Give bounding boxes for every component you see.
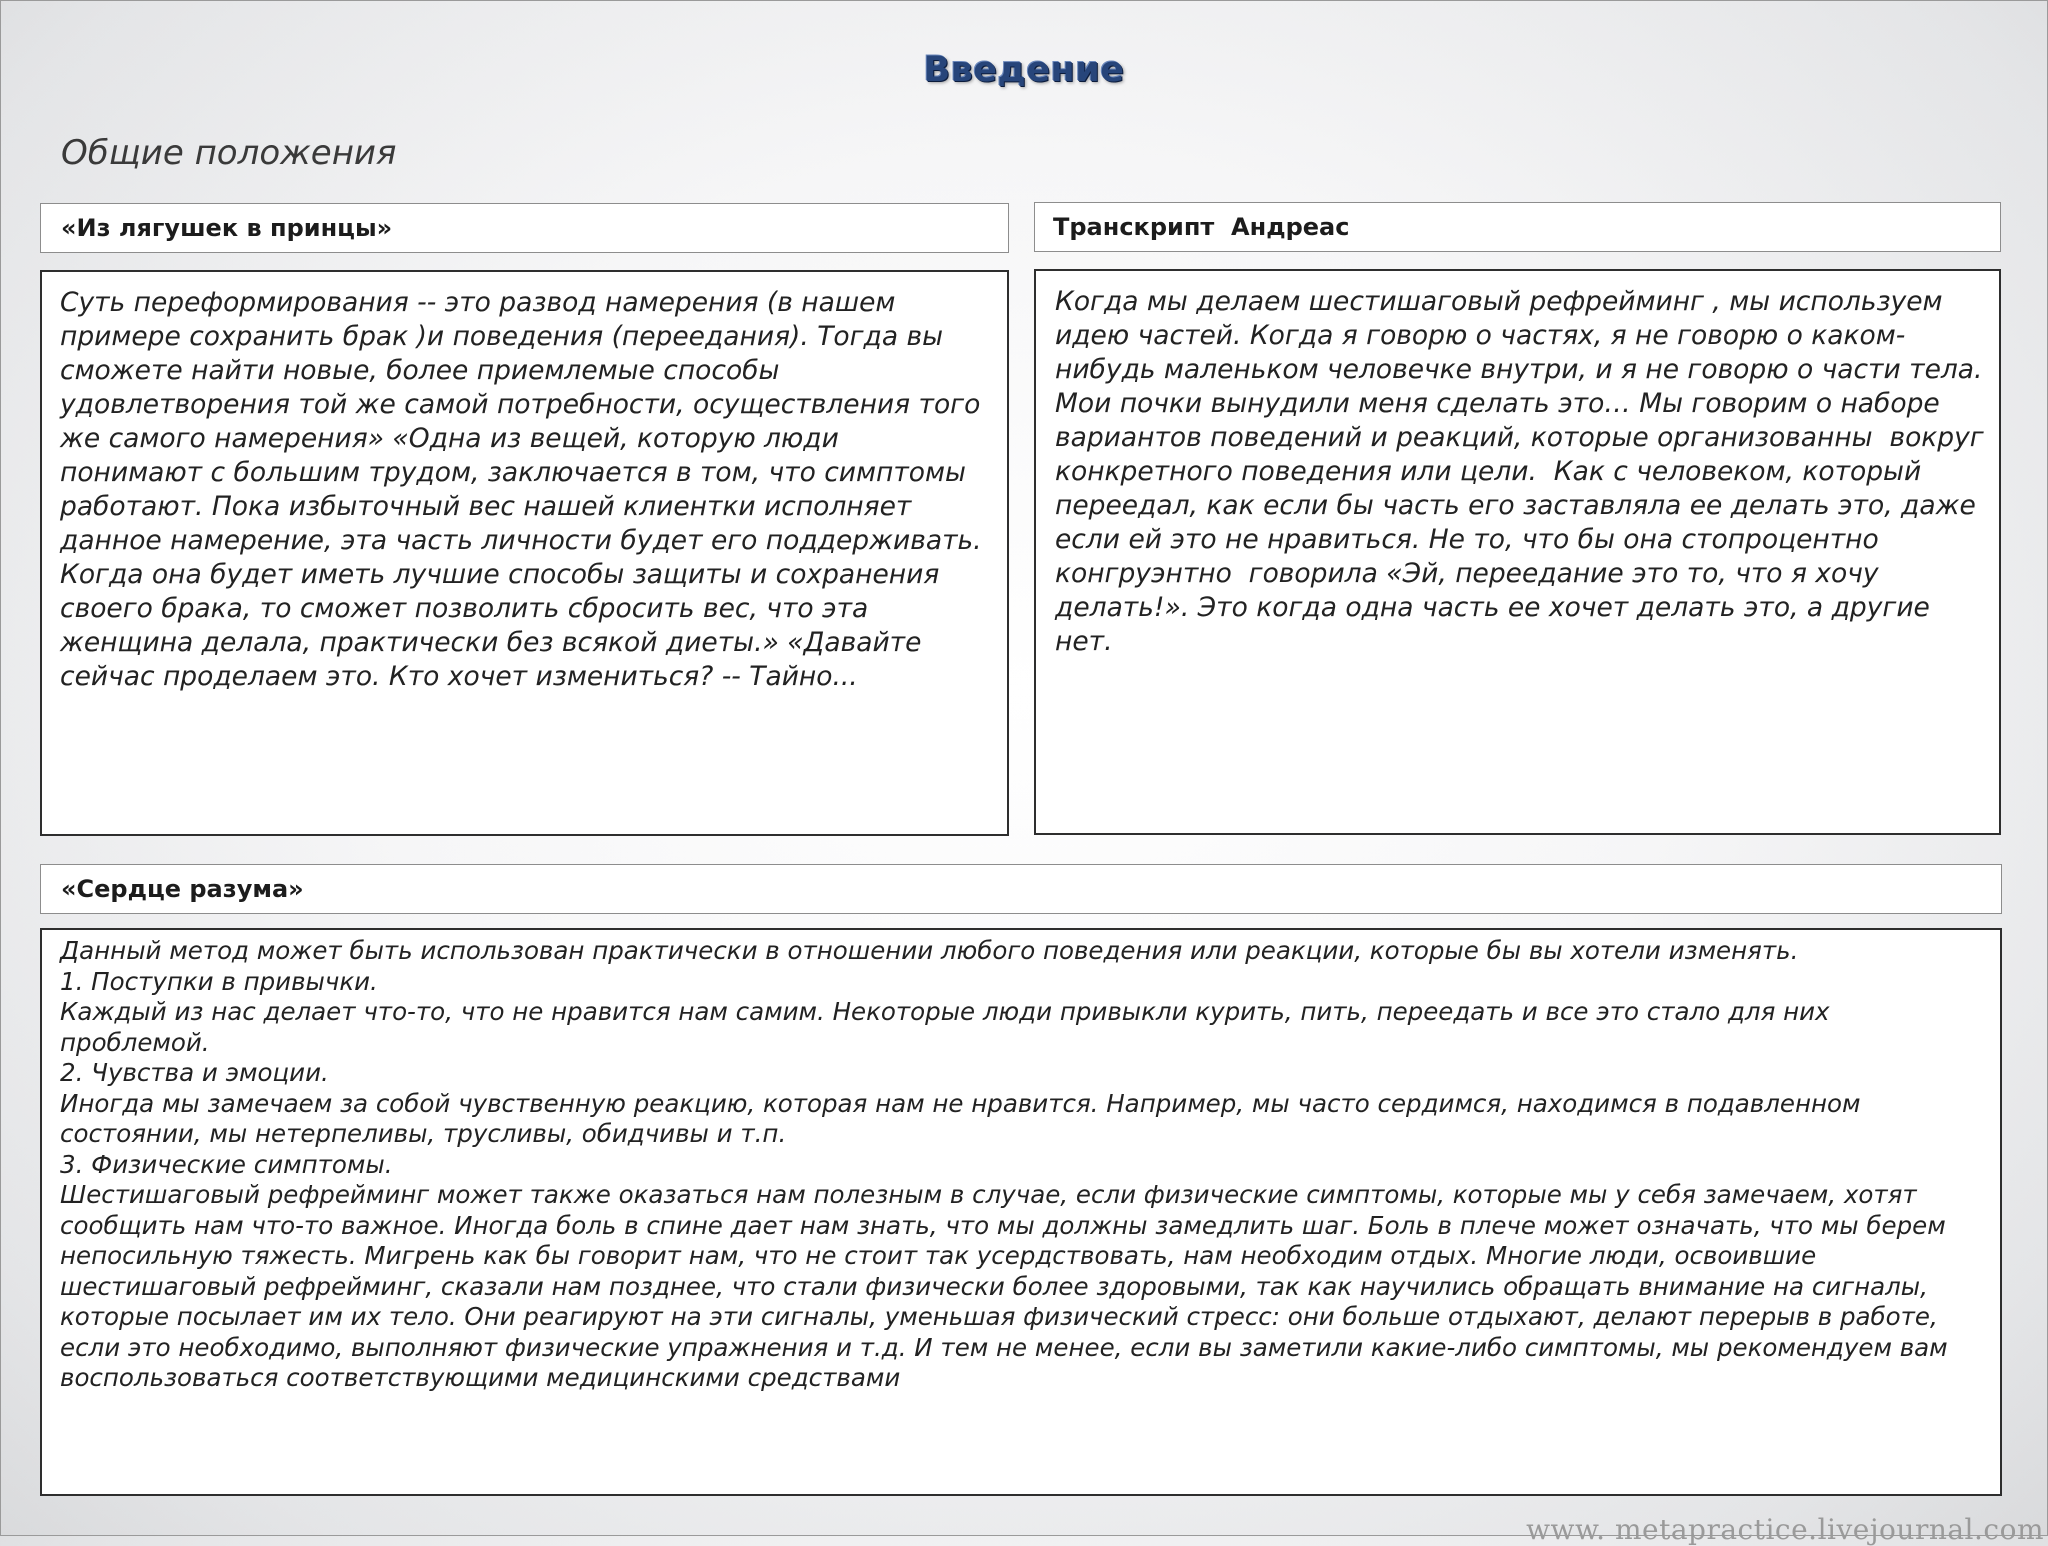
right-panel-header-label: Транскрипт Андреас <box>1053 213 1350 241</box>
bottom-panel-header-label: «Сердце разума» <box>61 875 304 903</box>
bottom-panel-header <box>40 864 2002 914</box>
bottom-panel-line-habits-text: Каждый из нас делает что-то, что не нравится нам самим. Некоторые люди привыкли курить, пить, переедать и все это стало для них проблемой. <box>60 997 1830 1057</box>
bottom-panel-line-intro: Данный метод может быть использован практически в отношении любого поведения или реакции, которые бы вы хотели изменять. <box>60 936 1799 965</box>
slide-title: Введение <box>923 50 1125 90</box>
footer-watermark: www. metapractice.livejournal.com <box>1526 1513 2044 1546</box>
right-panel-text: Когда мы делаем шестишаговый рефрейминг , мы используем идею частей. Когда я говорю о частях, я не говорю о каком-нибудь маленьком человечке внутри, и я не говорю о части тела. Мои почки вынудили меня сделать это… Мы говорим о наборе вариантов поведений и реакций, которые организованны вокруг конкретного поведения или цели. Как с человеком, который переедал, как если бы часть его заставляла ее делать это, даже если ей это не нравиться. Не то, что бы она стопроцентно конгруэнтно говорила «Эй, переедание это то, что я хочу делать!». Это когда одна часть ее хочет делать это, а другие нет. <box>1055 286 2001 657</box>
right-panel-text-box <box>1034 269 2001 835</box>
bottom-panel-line-symptoms-text: Шестишаговый рефрейминг может также оказаться нам полезным в случае, если физические симптомы, которые мы у себя замечаем, хотят сообщить нам что-то важное. Иногда боль в спине дает нам знать, что мы должны замедлить шаг. Боль в плече может означать, что мы берем непосильную тяжесть. Мигрень как бы говорит нам, что не стоит так усердствовать, нам необходим отдых. Многие люди, освоившие шестишаговый рефрейминг, сказали нам позднее, что стали физически более здоровыми, так как научились обращать внимание на сигналы, которые посылает им их тело. Они реагируют на эти сигналы, уменьшая физический стресс: они больше отдыхают, делают перерыв в работе, если это необходимо, выполняют физические упражнения и т.д. И тем не менее, если вы заметили какие-либо симптомы, мы рекомендуем вам воспользоваться соответствующими медицинскими средствами <box>60 1180 1948 1392</box>
left-panel-header <box>40 203 1009 253</box>
bottom-panel-line-feelings-heading: 2. Чувства и эмоции. <box>60 1058 329 1087</box>
right-panel-header <box>1034 202 2001 252</box>
bottom-panel-line-habits-heading: 1. Поступки в привычки. <box>60 966 378 996</box>
bottom-panel-text-box <box>40 928 2002 1496</box>
bottom-panel-line-feelings-text: Иногда мы замечаем за собой чувственную реакцию, которая нам не нравится. Например, мы часто сердимся, находимся в подавленном состоянии, мы нетерпеливы, трусливы, обидчивы и т.п. <box>60 1088 1861 1148</box>
left-panel-header-label: «Из лягушек в принцы» <box>61 214 393 242</box>
left-panel-text-box <box>40 270 1033 836</box>
left-panel-text: Суть переформирования -- это развод намерения (в нашем примере сохранить брак )и поведения (переедания). Тогда вы сможете найти новые, более приемлемые способы удовлетворения той же самой потребности, осуществления того же самого намерения» «Одна из вещей, которую люди понимают с большим трудом, заключается в том, что симптомы работают. Пока избыточный вес нашей клиентки исполняет данное намерение, эта часть личности будет его поддерживать. Когда она будет иметь лучшие способы защиты и сохранения своего брака, то сможет позволить сбросить вес, что эта женщина делала, практически без всякой диеты.» «Давайте сейчас проделаем это. Кто хочет измениться? -- Тайно... <box>60 287 1033 692</box>
slide-subtitle: Общие положения <box>61 133 397 173</box>
bottom-panel-line-symptoms-heading: 3. Физические симптомы. <box>60 1149 393 1179</box>
